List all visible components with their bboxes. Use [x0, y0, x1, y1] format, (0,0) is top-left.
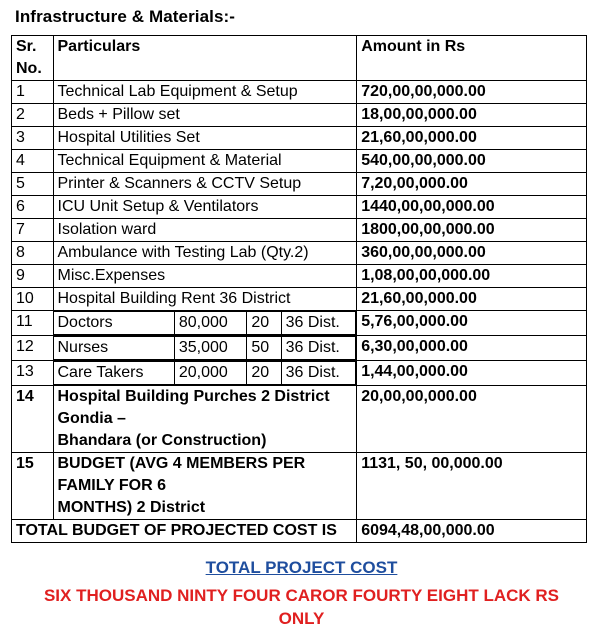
- table-row-14: [12, 386, 587, 453]
- row-sr: 9: [12, 265, 54, 288]
- row-amount: 1,08,00,00,000.00: [357, 265, 587, 288]
- table-row: [12, 265, 587, 288]
- table-row-15: [12, 453, 587, 520]
- amount-in-words-line2: ONLY: [278, 609, 325, 628]
- row14-line1: Hospital Building Purches 2 District: [57, 388, 330, 405]
- row-sr: 2: [12, 104, 54, 127]
- row-sr: 11: [12, 311, 54, 336]
- table-row: [12, 336, 587, 361]
- row-amount: 21,60,00,000.00: [357, 127, 587, 150]
- amount-in-words-line1: SIX THOUSAND NINTY FOUR CAROR FOURTY EIGHT LACK RS: [43, 586, 560, 605]
- row-sr: 8: [12, 242, 54, 265]
- amount-in-words: [0, 584, 603, 630]
- row-particulars: Hospital Building Rent 36 District: [53, 288, 357, 311]
- table-row: [12, 104, 587, 127]
- row-sr: 7: [12, 219, 54, 242]
- row-sr: 4: [12, 150, 54, 173]
- row-sr: 5: [12, 173, 54, 196]
- table-row: [12, 173, 587, 196]
- staff-role: Doctors: [54, 312, 175, 335]
- table-row: [12, 81, 587, 104]
- staff-count: 50: [247, 337, 281, 360]
- table-row: [12, 196, 587, 219]
- row-amount: 360,00,00,000.00: [357, 242, 587, 265]
- row-amount: 1440,00,00,000.00: [357, 196, 587, 219]
- table-row: [12, 219, 587, 242]
- total-amount: 6094,48,00,000.00: [357, 520, 587, 543]
- row-amount: 5,76,00,000.00: [357, 311, 587, 336]
- table-row: [12, 127, 587, 150]
- row-particulars: ICU Unit Setup & Ventilators: [53, 196, 357, 219]
- row-particulars: Hospital Utilities Set: [53, 127, 357, 150]
- staff-districts: 36 Dist.: [281, 337, 356, 360]
- total-label: TOTAL BUDGET OF PROJECTED COST IS: [12, 520, 357, 543]
- row-sr: 6: [12, 196, 54, 219]
- table-row: [12, 361, 587, 386]
- row-sr: 3: [12, 127, 54, 150]
- row-particulars: Beds + Pillow set: [53, 104, 357, 127]
- staff-districts: 36 Dist.: [281, 362, 356, 385]
- row-sr: 13: [12, 361, 54, 386]
- row-particulars: Printer & Scanners & CCTV Setup: [53, 173, 357, 196]
- staff-count: 20: [247, 312, 281, 335]
- row-sr: 1: [12, 81, 54, 104]
- section-heading: Infrastructure & Materials:-: [15, 7, 236, 26]
- staff-districts: 36 Dist.: [281, 312, 356, 335]
- budget-table: [11, 35, 587, 543]
- staff-salary: 20,000: [174, 362, 247, 385]
- row-amount: 6,30,00,000.00: [357, 336, 587, 361]
- row-particulars: Isolation ward: [53, 219, 357, 242]
- header-amount: Amount in Rs: [357, 36, 587, 81]
- row-amount: 720,00,00,000.00: [357, 81, 587, 104]
- row-amount: 540,00,00,000.00: [357, 150, 587, 173]
- row-amount: 1,44,00,000.00: [357, 361, 587, 386]
- staff-salary: 35,000: [174, 337, 247, 360]
- row15-line3: MONTHS) 2 District: [57, 499, 206, 516]
- row-amount: 21,60,00,000.00: [357, 288, 587, 311]
- row-sr: 15: [12, 453, 54, 520]
- header-sr: Sr. No.: [12, 36, 54, 81]
- table-header-row: [12, 36, 587, 81]
- table-row: [12, 311, 587, 336]
- staff-role: Care Takers: [54, 362, 175, 385]
- staff-role: Nurses: [54, 337, 175, 360]
- total-row: [12, 520, 587, 543]
- table-row: [12, 242, 587, 265]
- row-amount: 1800,00,00,000.00: [357, 219, 587, 242]
- row-amount: 7,20,00,000.00: [357, 173, 587, 196]
- row-amount: 20,00,00,000.00: [357, 386, 587, 453]
- row-amount: 18,00,00,000.00: [357, 104, 587, 127]
- header-particulars: Particulars: [53, 36, 357, 81]
- row14-line2: Gondia –: [57, 410, 126, 427]
- row-sr: 14: [12, 386, 54, 453]
- row-particulars: Misc.Expenses: [53, 265, 357, 288]
- row15-line1: BUDGET (AVG 4 MEMBERS PER: [57, 455, 306, 472]
- staff-salary: 80,000: [174, 312, 247, 335]
- row-particulars: Technical Equipment & Material: [53, 150, 357, 173]
- row14-line3: Bhandara (or Construction): [57, 432, 267, 449]
- row-amount: 1131, 50, 00,000.00: [357, 453, 587, 520]
- table-row: [12, 150, 587, 173]
- table-row: [12, 288, 587, 311]
- row-sr: 10: [12, 288, 54, 311]
- row-particulars: Technical Lab Equipment & Setup: [53, 81, 357, 104]
- row-sr: 12: [12, 336, 54, 361]
- total-project-cost-title: TOTAL PROJECT COST: [205, 558, 398, 577]
- staff-count: 20: [247, 362, 281, 385]
- row-particulars: Ambulance with Testing Lab (Qty.2): [53, 242, 357, 265]
- row15-line2: FAMILY FOR 6: [57, 477, 166, 494]
